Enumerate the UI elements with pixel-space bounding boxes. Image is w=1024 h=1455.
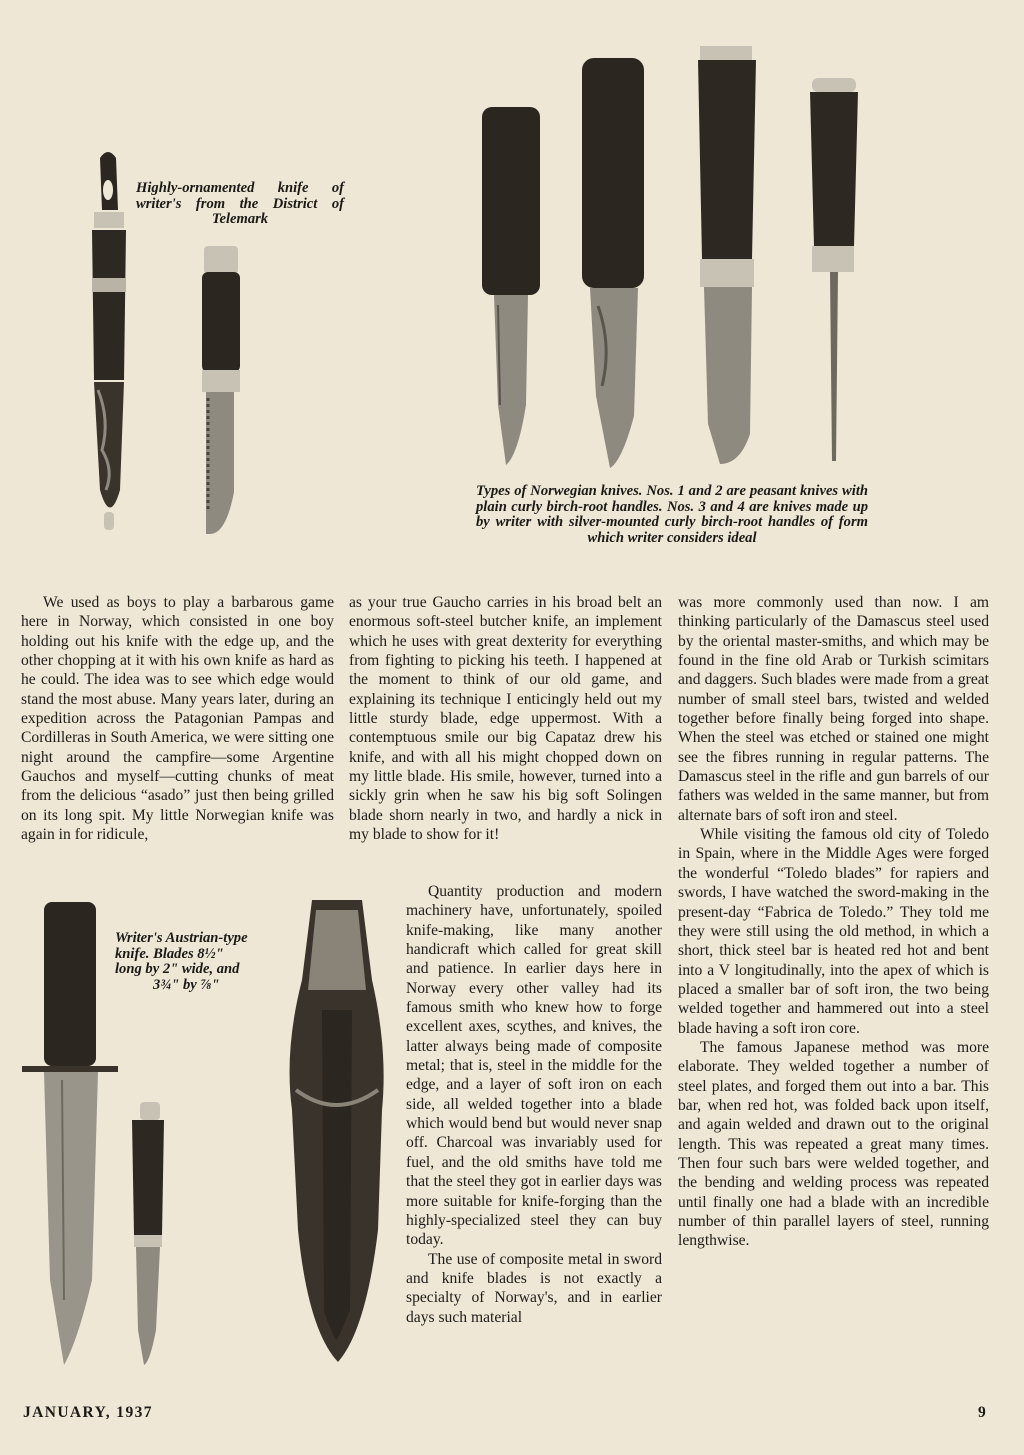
- column-2-paragraph-1: as your true Gaucho carries in his broad belt an enormous soft-steel butcher knife, an implement which he uses with great dexterity for everything from fighting to picking his teeth. I happened at the moment to think of our old game, and explaining its technique I enticingly held out my little sturdy blade, edge uppermost. With a contemptuous smile our big Capataz drew his knife, and with all his might chopped down on my little blade. His smile, however, turned into a sickly grin when he saw his big soft Solingen blade shorn nearly in two, and hardly a nick in my blade to show for it!: [349, 594, 662, 844]
- caption-norwegian-knives: Types of Norwegian knives. Nos. 1 and 2 are peasant knives with plain curly birch-root handles. Nos. 3 and 4 are knives made up by writer with silver-mounted curly birch-root handles of form which writer considers ideal: [476, 483, 868, 546]
- caption-austrian-knife: [115, 931, 290, 993]
- austrian-small-knife-image: [124, 1100, 174, 1370]
- caption-austrian-line-3: long by 2" wide, and: [115, 961, 240, 977]
- austrian-knife-image: [20, 900, 120, 1370]
- column-2-bottom: [406, 882, 662, 1327]
- column-3-paragraph-3: The famous Japanese method was more elaborate. They welded together a number of steel plates, and forged them out into a bar. This bar, when red hot, was folded back upon itself, and again welded and drawn out to the original length. This was repeated a great many times. Then four such bars were welded together, and the bending and welding process was repeated until finally one had a blade with an incredible number of thin parallel layers of steel, running lengthwise.: [678, 1038, 989, 1250]
- norwegian-knife-3-image: [690, 44, 770, 469]
- column-3-paragraph-2: While visiting the famous old city of Toledo in Spain, where in the Middle Ages were forged the wonderful “Toledo blades” for rapiers and swords, I have watched the sword-making in the present-day “Fabrica de Toledo.” They told me they were still using the old method, in which a short, thick steel bar is heated red hot and bent into a V longitudinally, into the apex of which is placed a smaller bar of soft iron, the two being welded together and hammered out into a steel blade having a soft iron core.: [678, 826, 989, 1037]
- caption-austrian-line-4: 3¾" by ⅞": [153, 976, 220, 993]
- footer-date: JANUARY, 1937: [23, 1404, 153, 1421]
- caption-austrian-line-2: knife. Blades 8½": [115, 945, 224, 962]
- page-number: 9: [978, 1404, 988, 1421]
- caption-austrian-line-1: Writer's Austrian-type: [115, 930, 248, 946]
- caption-telemark-knife: Highly-ornamented knife of writer's from the District of Telemark: [136, 180, 344, 227]
- column-1: [21, 593, 334, 844]
- norwegian-knife-4-image: [804, 76, 864, 471]
- norwegian-knife-2-image: [578, 56, 650, 471]
- column-2-top: [349, 593, 662, 844]
- telemark-knife-image: [196, 242, 246, 542]
- column-1-paragraph: We used as boys to play a barbarous game here in Norway, which consisted in one boy holding out his knife with the edge up, and the other chopping at it with his own knife as hard as he could. The idea was to see which edge would stand the most abuse. Many years later, during an expedition across the Patagonian Pampas and Cordilleras in South America, we were sitting one night around the campfire—some Argentine Gauchos and myself—cutting chunks of meat from the delicious “asado” just then being grilled on its long spit. My little Norwegian knife was again in for ridicule,: [21, 594, 334, 844]
- austrian-sheath-image: [282, 890, 392, 1370]
- column-3: [678, 593, 989, 1251]
- telemark-sheath-image: [80, 150, 140, 540]
- column-3-paragraph-1: was more commonly used than now. I am thinking particularly of the Damascus steel used by the oriental master-smiths, and which may be found in the fine old Arab or Turkish scimitars and daggers. Such blades were made from a great number of small steel bars, twisted and welded together before finally being forged into shape. When the steel was etched or stained one might see the fibres running in regular patterns. The Damascus steel in the rifle and gun barrels of our fathers was welded in the same manner, but from alternate bars of soft iron and steel.: [678, 594, 989, 824]
- column-2-paragraph-3: The use of composite metal in sword and knife blades is not exactly a specialty of Norway's, and in earlier days such material: [406, 1250, 662, 1326]
- column-2-paragraph-2: Quantity production and modern machinery have, unfortunately, spoiled knife-making, like many another handicraft which called for great skill and patience. In earlier days here in Norway every other valley had its famous smith who knew how to forge excellent axes, scythes, and knives, the latter always being made of composite metal; that is, steel in the middle for the edge, and a layer of soft iron on each side, all welded together into a blade which would bend but would never snap off. Charcoal was invariably used for fuel, and the old smiths have told me that the steel they got in earlier days was more suitable for knife-forging than the highly-specialized steel they can buy today.: [406, 883, 662, 1249]
- norwegian-knife-1-image: [478, 105, 548, 470]
